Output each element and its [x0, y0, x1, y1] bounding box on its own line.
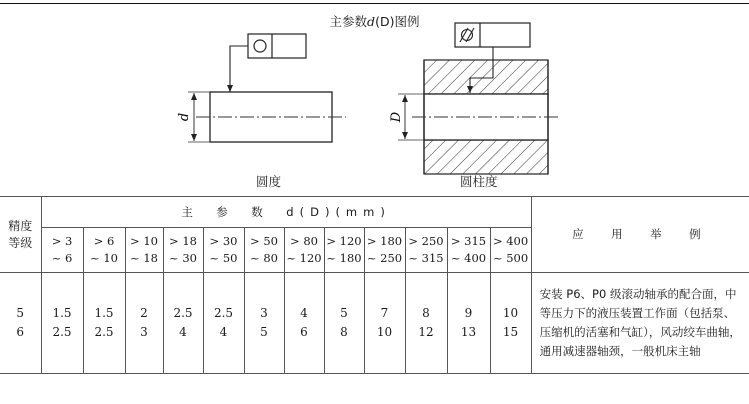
value-cell: 10 15 [490, 273, 531, 374]
roundness-diagram [188, 34, 346, 142]
roundness-dim-label: d [177, 112, 192, 122]
tolerance-table [0, 196, 749, 374]
figure-title-symbol: d [367, 14, 376, 29]
range-cell: > 3 ~ 6 [41, 228, 83, 273]
value-cell: 8 12 [405, 273, 447, 374]
cylindricity-diagram [398, 23, 560, 174]
roundness-caption: 圆度 [256, 174, 282, 189]
figure-title-paren: (D) [375, 14, 395, 29]
roundness-control-frame [248, 34, 306, 58]
range-cell: > 400 ~ 500 [490, 228, 531, 273]
value-cell: 4 6 [284, 273, 324, 374]
range-cell: > 180 ~ 250 [364, 228, 405, 273]
app-header: 应 用 举 例 [531, 197, 749, 273]
housing-hatch-bottom [424, 140, 548, 174]
figure-drawing [0, 0, 749, 196]
cylindricity-symbol-icon [460, 28, 474, 42]
roundness-symbol-icon [254, 40, 266, 52]
value-cell: 1.5 2.5 [41, 273, 83, 374]
application-text: 安装 P6、P0 级滚动轴承的配合面，中等压力下的液压装置工作面（包括泵、压缩机的活塞和气缸），风动绞车曲轴，通用减速器轴颈，一般机床主轴 [531, 273, 749, 374]
value-cell: 7 10 [364, 273, 405, 374]
housing-hatch-top [424, 60, 548, 94]
range-cell: > 80 ~ 120 [284, 228, 324, 273]
range-cell: > 30 ~ 50 [203, 228, 244, 273]
range-cell: > 250 ~ 315 [405, 228, 447, 273]
range-cell: > 315 ~ 400 [447, 228, 490, 273]
value-cell: 3 5 [244, 273, 284, 374]
data-row [0, 273, 749, 374]
cylindricity-dim-label: D [389, 111, 404, 123]
value-cell: 5 8 [324, 273, 364, 374]
value-cell: 2.5 4 [163, 273, 203, 374]
figure-title-prefix: 主参数 [329, 14, 368, 29]
range-cell: > 18 ~ 30 [163, 228, 203, 273]
range-cell: > 6 ~ 10 [83, 228, 125, 273]
cylindricity-control-frame [455, 23, 530, 47]
roundness-leader-arrow [230, 46, 248, 92]
figure-title-suffix: 图例 [394, 14, 420, 29]
value-cell: 1.5 2.5 [83, 273, 125, 374]
range-cell: > 120 ~ 180 [324, 228, 364, 273]
grade-cell: 5 6 [0, 273, 41, 374]
value-cell: 2 3 [125, 273, 163, 374]
value-cell: 2.5 4 [203, 273, 244, 374]
range-cell: > 50 ~ 80 [244, 228, 284, 273]
value-cell: 9 13 [447, 273, 490, 374]
range-cell: > 10 ~ 18 [125, 228, 163, 273]
cylindricity-caption: 圆柱度 [460, 174, 498, 189]
param-header: 主 参 数 d(D)(mm) [41, 197, 531, 228]
grade-header: 精度 等级 [0, 197, 41, 273]
